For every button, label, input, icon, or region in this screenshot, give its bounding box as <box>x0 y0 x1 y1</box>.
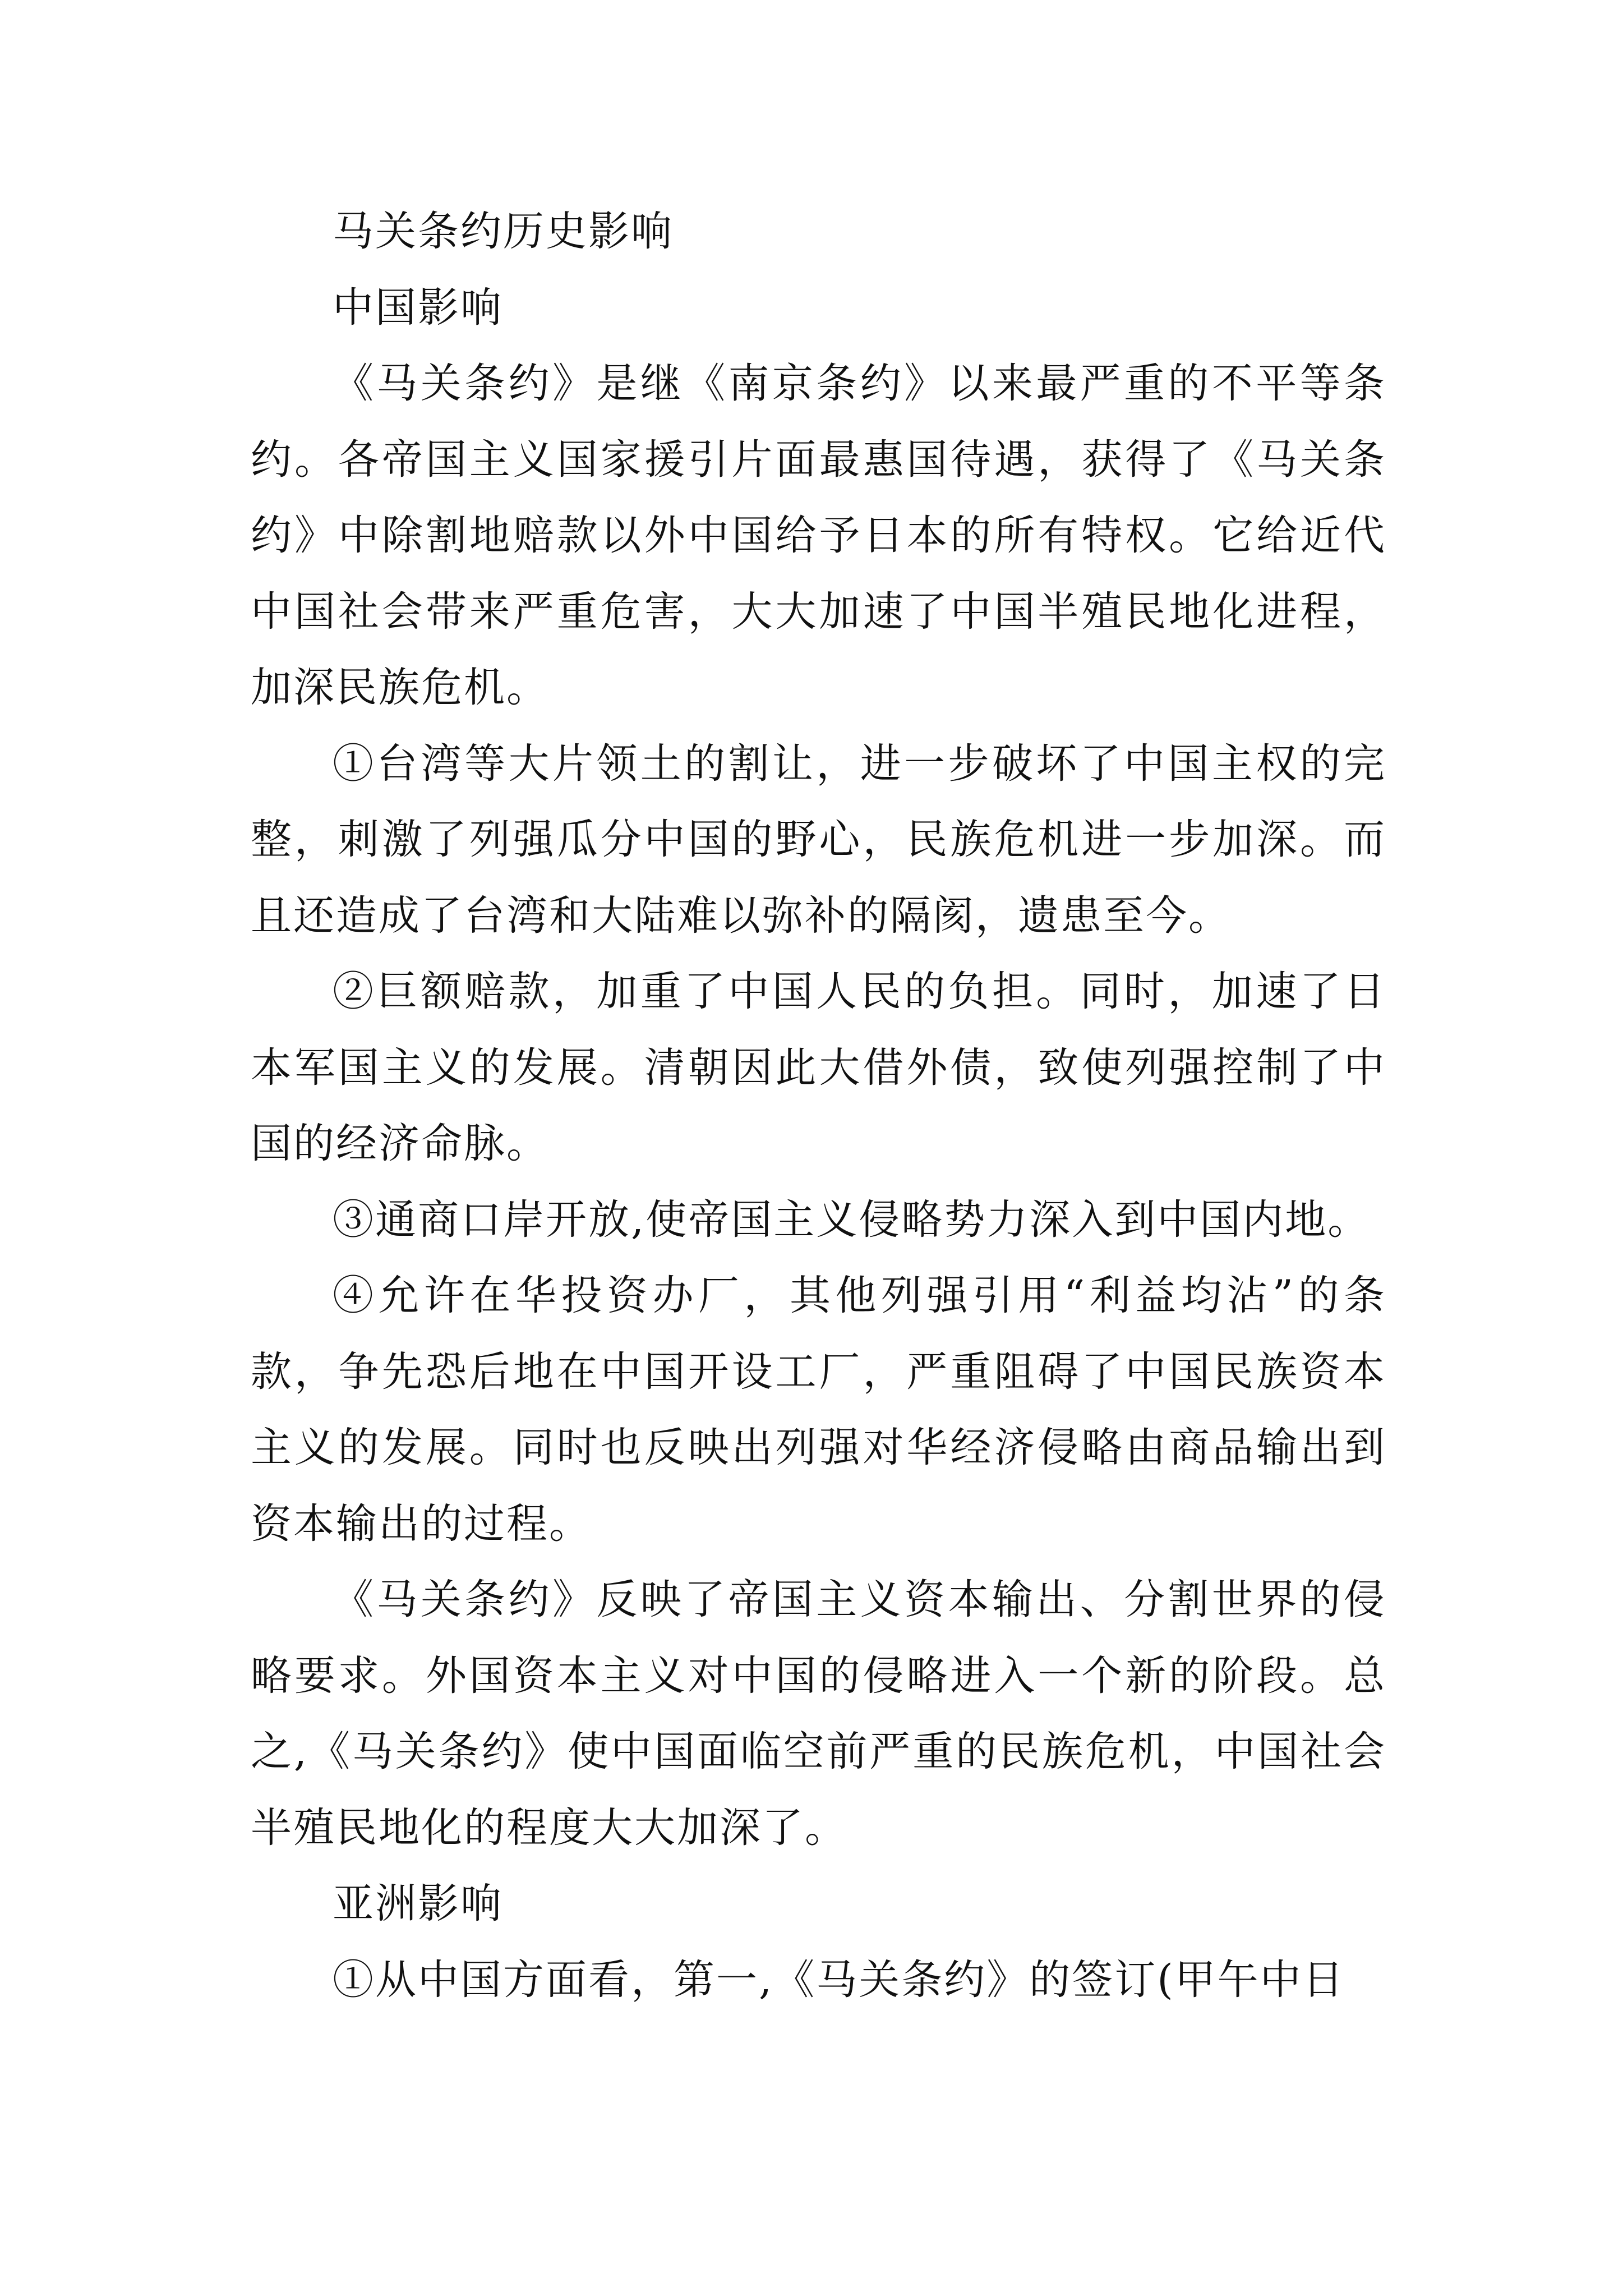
paragraph-4: ③通商口岸开放,使帝国主义侵略势力深入到中国内地。 <box>333 1195 1371 1244</box>
paragraph-6: 《马关条约》反映了帝国主义资本输出、分割世界的侵略要求。外国资本主义对中国的侵略进入一个新的阶段。总之,《马关条约》使中国面临空前严重的民族危机，中国社会半殖民地化的程度大大加深了。 <box>251 1576 1386 1852</box>
paragraph-7: ①从中国方面看，第一,《马关条约》的签订(甲午中日 <box>333 1955 1345 2004</box>
paragraph-3: ②巨额赔款，加重了中国人民的负担。同时，加速了日本军国主义的发展。清朝因此大借外债，致使列强控制了中国的经济命脉。 <box>251 968 1386 1167</box>
section-heading-china: 中国影响 <box>333 283 503 332</box>
paragraph-5: ④允许在华投资办厂，其他列强引用“利益均沾”的条款，争先恐后地在中国开设工厂，严重阻碍了中国民族资本主义的发展。同时也反映出列强对华经济侵略由商品输出到资本输出的过程。 <box>251 1272 1386 1548</box>
paragraph-2: ①台湾等大片领土的割让，进一步破坏了中国主权的完整，刺激了列强瓜分中国的野心，民族危机进一步加深。而且还造成了台湾和大陆难以弥补的隔阂，遗患至今。 <box>251 739 1386 940</box>
paragraph-1: 《马关条约》是继《南京条约》以来最严重的不平等条约。各帝国主义国家援引片面最惠国待遇，获得了《马关条约》中除割地赔款以外中国给予日本的所有特权。它给近代中国社会带来严重危害，大大加速了中国半殖民地化进程，加深民族危机。 <box>251 360 1386 711</box>
document-body <box>251 194 1386 2018</box>
document-title: 马关条约历史影响 <box>333 208 674 255</box>
section-heading-asia: 亚洲影响 <box>333 1880 503 1927</box>
